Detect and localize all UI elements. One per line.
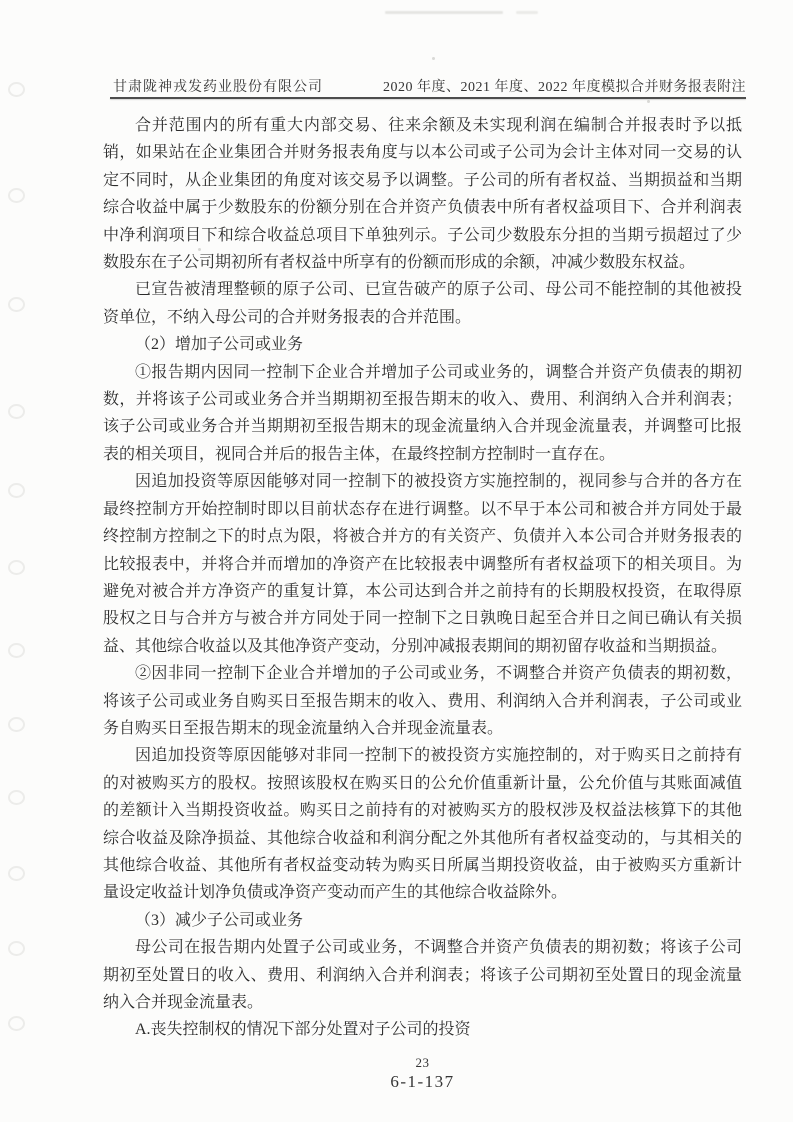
scan-streak-artifact: [516, 11, 538, 14]
page-footer: [103, 1055, 742, 1092]
paragraph: ①报告期内因同一控制下企业合并增加子公司或业务的，调整合并资产负债表的期初数，并将该子公司或业务合并当期期初至报告期末的收入、费用、利润纳入合并利润表；该子公司或业务合并当期期初至报告期末的现金流量纳入合并现金流量表，并调整可比报表的相关项目，视同合并后的报告主体，在最终控制方控制时一直存在。: [103, 363, 742, 463]
paragraph: 因追加投资等原因能够对同一控制下的被投资方实施控制的，视同参与合并的各方在最终控制方开始控制时即以目前状态存在进行调整。以不早于本公司和被合并方同处于最终控制方控制之下的时点为限，将被合并方的有关资产、负债并入本公司合并财务报表的比较报表中，并将合并而增加的净资产在比较报表中调整所有者权益项下的相关项目。为避免对被合并方净资产的重复计算，本公司达到合并之前持有的长期股权投资，在取得原股权之日与合并方与被合并方同处于同一控制下之日孰晚日起至合并日之间已确认有关损益、其他综合收益以及其他净资产变动，分别冲减报表期间的期初留存收益和当期损益。: [103, 473, 742, 655]
document-number: 6-1-137: [390, 1072, 455, 1091]
company-name: 甘肃陇神戎发药业股份有限公司: [113, 80, 323, 95]
page-header: [110, 76, 746, 98]
header-rule: [110, 97, 746, 99]
binder-ring-artifact: [8, 483, 25, 498]
page-number: 23: [415, 1055, 430, 1070]
binder-ring-artifact: [8, 297, 25, 312]
paragraph: 合并范围内的所有重大内部交易、往来余额及未实现利润在编制合并报表时予以抵销，如果站在企业集团合并财务报表角度与以本公司或子公司为会计主体对同一交易的认定不同时，从企业集团的角度对该交易予以调整。子公司的所有者权益、当期损益和当期综合收益中属于少数股东的份额分别在合并资产负债表中所有者权益项目下、合并利润表中净利润项目下和综合收益总项目下单独列示。子公司少数股东分担的当期亏损超过了少数股东在子公司期初所有者权益中所享有的份额而形成的余额，冲减少数股东权益。: [103, 117, 742, 272]
document-title: 2020 年度、2021 年度、2022 年度模拟合并财务报表附注: [383, 80, 746, 95]
binder-ring-artifact: [8, 82, 25, 97]
paragraph: （3）减少子公司或业务: [135, 911, 304, 929]
paragraph: A.丧失控制权的情况下部分处置对子公司的投资: [135, 1021, 471, 1039]
scan-streak-artifact: [385, 11, 503, 14]
binder-ring-artifact: [8, 941, 25, 956]
document-body: [103, 112, 742, 1044]
paragraph: 已宣告被清理整顿的原子公司、已宣告破产的原子公司、母公司不能控制的其他被投资单位，不纳入母公司的合并财务报表的合并范围。: [103, 281, 742, 326]
paragraph: 母公司在报告期内处置子公司或业务，不调整合并资产负债表的期初数；将该子公司期初至处置日的收入、费用、利润纳入合并利润表；将该子公司期初至处置日的现金流量纳入合并现金流量表。: [103, 939, 742, 1011]
binder-ring-artifact: [8, 790, 25, 805]
binder-ring-artifact: [8, 717, 25, 732]
paragraph: ②因非同一控制下企业合并增加的子公司或业务，不调整合并资产负债表的期初数，将该子公司或业务自购买日至报告期末的收入、费用、利润纳入合并利润表，子公司或业务自购买日至报告期末的现金流量纳入合并现金流量表。: [103, 665, 742, 737]
binder-ring-artifact: [8, 643, 25, 658]
binder-ring-artifact: [8, 560, 25, 575]
paragraph: 因追加投资等原因能够对非同一控制下的被投资方实施控制的，对于购买日之前持有的对被购买方的股权。按照该股权在购买日的公允价值重新计量，公允价值与其账面减值的差额计入当期投资收益。购买日之前持有的对被购买方的股权涉及权益法核算下的其他综合收益及除净损益、其他综合收益和利润分配之外其他所有者权益变动的，与其相关的其他综合收益、其他所有者权益变动转为购买日所属当期投资收益，由于被购买方重新计量设定收益计划净负债或净资产变动而产生的其他综合收益除外。: [103, 747, 742, 902]
scan-speckle: [647, 100, 650, 103]
scan-speckle: [432, 57, 435, 60]
paragraph: （2）增加子公司或业务: [135, 336, 304, 354]
binder-ring-artifact: [8, 1016, 25, 1031]
binder-ring-artifact: [8, 188, 25, 203]
binder-ring-artifact: [8, 866, 25, 881]
binder-ring-artifact: [8, 404, 25, 419]
